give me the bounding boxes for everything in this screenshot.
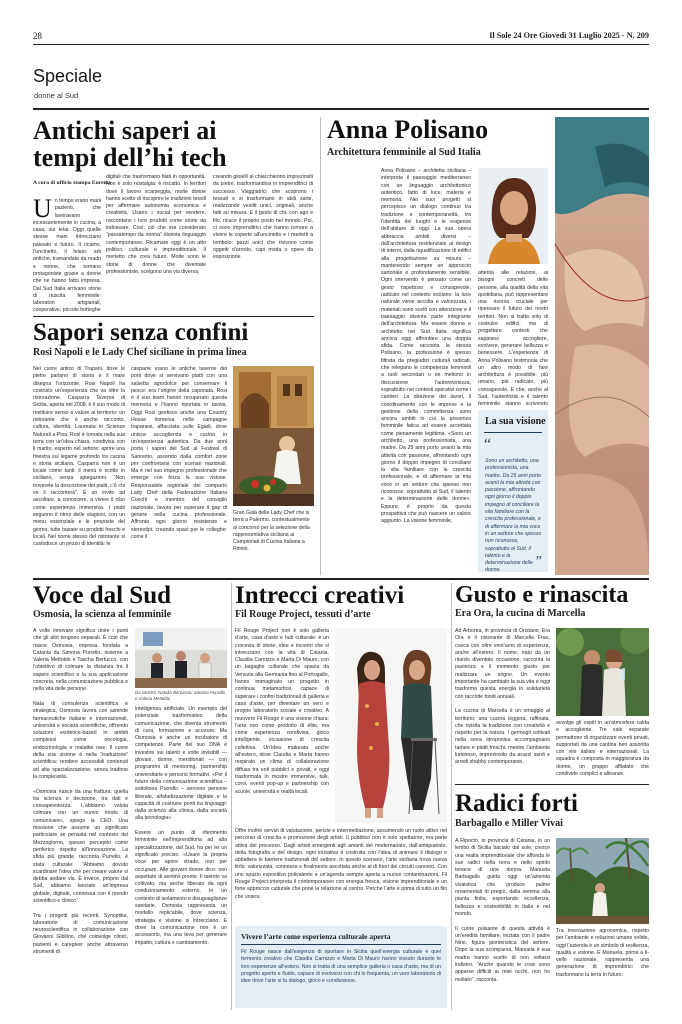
quote-close-mark: ” (535, 554, 542, 569)
photo-rosi-napoli (233, 366, 314, 506)
headline-sapori: Sapori senza confini (33, 319, 249, 346)
caption-voce: Da sinistra: Natalia Bertuccio, Simona Purrello e Valeria Mettoldo (135, 690, 226, 701)
masthead-rule (33, 44, 649, 45)
headline-intrecci: Intrecci creativi (235, 582, 405, 609)
antichi-col3: creando gioielli al chiacchierino impreziositi da pietre, trasformandosi in imprenditrici di successo. Viaggiatrici che scoprono i tessuti e si trasformano in abili sarte, realizzando vestiti unici, originali, anche fatti su misura. E il gesto di chi, con ago e filo, ricuce il proprio posto nel mondo. Poi, ci sono imprenditrici che hanno tornare a vivere le coperte all’uncinetto e i merletti a tombolo: pezzi unici che rivivono come oggetti d’arredo, capi moda o opere da esposizione. (213, 174, 313, 261)
dropcap: U (33, 198, 52, 223)
antichi-col1 (33, 198, 101, 315)
masthead: Il Sole 24 Ore Giovedì 31 Luglio 2025 - N. 209 (489, 31, 649, 40)
radici-col1: A Ripocto, in provincia di Catania, in un lembo di Sicilia baciato dal sole, cresce una realtà imprenditoriale che affonda le sue radici nella terra e nello spirito tenace di una donna. Manuela Barbagallo guida oggi un’azienda vivaistica che produce palme ornamentali di pregio, dalla semina alla pianta finita, esportando eccellenza, bellezza e sostenibilità in Italia e nel mondo. Il cuore pulsante di questa attività è un’eredità familiare, iniziata con il padre Nino, figura pionieristica del settore. Dopo la sua scomparsa, Manuela è sua madre hanno scelto di non voltarsi indietro. “Anche quando le cose sono apparse difficili ai miei occhi, non ho mollato”, racconta. (455, 838, 550, 983)
photo-anna-polisano (478, 168, 548, 264)
info-box-text: Fil Rouge nasce dall’esigenza di riportare in Sicilia quell’energia culturale e quel fermento creativo che Claudia Carnizzo e Marta Di Mauro hanno vissuto durante le loro esperienze all’estero. Non si tratta di una semplice galleria o casa d’aste, ma di un progetto aperto e fluido, capace di evolversi con chi lo frequenta, un vero laboratorio di idee dove l’arte si fa dialogo, gioco e condivisione. (241, 949, 441, 985)
info-box-rule (241, 944, 441, 945)
quote-rule (484, 432, 542, 433)
gusto-col1: Ad Arborea, in provincia di Oristano, Era Ora è il ristorante di Marcella Frau, cuoca con oltre vent’anni di esperienza, anche all’estero. Il nome, nato da un ritardo diventato occasione, racconta la pazienza e il momento giusto per realizzare un sogno. Un evento importante ha cambiato la sua vita e oggi trasforma questa energia in solidarietà con raccolte fondi annuali. La cucina di Marcella è un omaggio al territorio: una cucina leggera, raffinata, che rivisita la tradizione con creatività e rispetto per la natura. I germogli coltivati nella serra idroponica accompagnano tartare e piatti freschi, mentre l’ambiente luminoso, impreziosito da arazzi sardi e arredi shabby contemporanei, (455, 628, 550, 766)
caption-sapori: Gran Galà delle Lady Chef che si terrà a Palermo, contestualmente al concorso per la selezione della rappresentativa siciliana ai Campionati di Cucina Italiana a Rimini. (233, 510, 310, 553)
polisano-col2: attenta alle relazioni, ai bisogni concreti delle persone, alla qualità della vita quotidiana, può rappresentare una risorsa cruciale per ripensare il futuro dei nostri territori. Non si tratta solo di costruire edifici, ma di progettare contesti che sappiano accogliere, evolvere, generare bellezza e benessere. L’esperienza di Anna Polisano testimonia che un altro modo di fare architettura è possibile: più umano, più radicato, più consapevole. E che, anche al Sud, l’autenticità e il talento femminile stanno scrivendo (478, 270, 548, 406)
photo-fil-rouge-founders (335, 628, 447, 823)
intrecci-wide: Offre inoltre servizi di valutazione, perizie e intermediazione, assumendo un ruolo attivo nel percorso di crescita e promozione degli artisti. Il pubblico non è solo spettatore, ma parte attiva del processo. Dagli artisti emergenti agli amanti del modernariato, dall’antiquariato, della fotografia e del design, ogni iniziativa è costruita con l’idea di animare il dialogo e abbattere le barriere tradizionali del settore. In questo scenario, l’arte siciliana trova nuova linfa: valorizzata, connessa e finalmente ascoltata anche al di fuori dei circuiti canonici. Con uno spazio espositivo polivalente e un’agenda sempre aperta a nuove contaminazioni, Fil Rouge Project interpreta il contemporaneo con energia fresca, visione imprenditoriale e un forte approccio culturale che pone la relazione al centro. Perché l’arte è prima di tutto un filo che unisce. (235, 828, 447, 900)
divider-voce-intrecci (231, 583, 232, 1010)
intrecci-col1: Fil Rouge Project non è solo galleria d’arte, casa d’aste e hub culturale: è un crocevia di storie, idee e incontri che si intrecciano con la vita di Catania. Claudia Carnizzo e Marta Di Mauro, con un bagaglio culturale che spazia da Venezia alla Germania fino al Portogallo, hanno immaginato un progetto in continua metamorfosi, capace di superare i confini tradizionali di galleria e casa d’aste, per diventare un vero e proprio laboratorio sociale e creativo. A muovere Fil Rouge è una visione chiara: l’arte non come prodotto di élite, ma come esperienza condivisa, gioco intelligente, occasione di crescita collettiva. Un’idea maturata anche all’estero, dove Claudia e Marta hanno respirato un clima di collaborazione diffusa tra enti pubblici e privati, e oggi trasformata in mostre immersive, talk, corsi, eventi pop-up e partnership con scuole, università e realtà locali. (235, 628, 329, 795)
divider-antichi-polisano (320, 117, 321, 575)
section-rule (33, 108, 649, 110)
quote-title: La sua visione (485, 416, 546, 427)
headline-antichi-saperi (33, 117, 227, 171)
photo-marcella-frau (556, 628, 649, 716)
antichi-col2: digitali che trasformano filati in opportunità. Non è solo nostalgia: è riscatto. In territori dove il lavoro scarseggia, molte donne hanno scelto di riscoprire le tradizioni tessili per affermare autonomia economica e creatività. Usano i social per vendere, raccontano i loro prodotti come storie da indossare. Così, ciò che era considerato “passatempo da nonna” diventa linguaggio contemporaneo. Ricamare oggi è un atto politico, culturale e imprenditoriale. Il merletto che crea futuro. Molte sono le storie di donne che diventate professioniste, scelgono una via diversa, (106, 174, 206, 275)
headline-antichi-line2: tempi dell’hi tech (33, 143, 227, 172)
subhead-gusto: Era Ora, la cucina di Marcella (455, 608, 586, 619)
info-box-title: Vivere l’arte come esperienza culturale aperta (241, 932, 391, 941)
section-title: Speciale (33, 66, 103, 86)
subhead-sapori: Rosi Napoli e le Lady Chef siciliane in prima linea (33, 347, 247, 358)
byline-antichi: A cura di ufficio stampa Eurema (33, 180, 112, 186)
sapori-col1: Nel cuore antico di Trapani, dove le pietre parlano di storia e il mare disegna l’orizzonte, Rosi Napoli ha costruito un’esperienza che va oltre la ristorazione. Casparra Taverna di Sicilia, aperta nel 2008, è il suo modo di restituire senso e valore al territorio: un ristorante che è anche racconto, cultura, identità. Laureata in Scienze Naturali a Pisa, Rosi è tornata nella sua terra con un’idea chiara, condivisa con il marito, esperto nel settore: aprire una finestra sul legame profondo tra cucina e storia siciliana. Casparra non è un locale come tanti: il menù è scritto in siciliano, senza spiegazioni. “Non troverete la descrizione dei piatti, c’è chi ve li racconterà”. È un invito ad ascoltare, a conoscere, a vivere il cibo come esperienza immersiva. I piatti seguono il ritmo delle stagioni, con un menu essenziale e le proposte del giorno, tutte basate su prodotti freschi e locali. Nel nome stesso del ristorante si custodisce un pezzo di identità: le (33, 366, 125, 548)
gusto-col2: avvolge gli ospiti in un’atmosfera calda e accogliente. Tre sale separate permettono di organizzare eventi privati, supportati da una cantina ben assortita con vini italiani e internazionali. La squadra è composta in maggioranza da donne, un gruppo affiatato che condivide complici e alleanze. (556, 720, 649, 778)
divider-intrecci-gusto (451, 583, 452, 1010)
rule-radici-top (455, 784, 649, 785)
polisano-col1: Anna Polisano – architetta siciliana – interpreta il paesaggio mediterraneo con un linguaggio architettonico autentico, fatto di luce, materia e memoria. Nei suoi progetti si percepisce un dialogo continuo tra tradizione e contemporaneità, tra l’identità dei luoghi e le esigenze dell’abitare di oggi. La sua opera abbraccia ambiti diversi – dall’architettura residenziale al design di interni, dalla riqualificazione di edifici alla progettazione su misura – mantenendo sempre un approccio sartoriale e profondamente sensibile. Ogni intervento è pensato come un gesto rispettoso e consapevole, radicato nel contesto siciliano: la luce naturale viene accolta e valorizzata, i materiali sono scelti con attenzione e il paesaggio diventa parte integrante dell’architettura. Ma essere donna e architetto nel Sud Italia significa ancora oggi affrontare una doppia sfida. Come racconta la stessa Polisano, la professione è spesso filtrata da pregiudizi culturali radicati, che relegano le competenze femminili a ruoli secondari o ne mettono in discussione l’autorevolezza, soprattutto nei contesti operativi come i cantieri. La direzione dei lavori, il coordinamento con le imprese e la gestione della committenza sono ancora ambiti in cui la presenza femminile fatica ad essere accettata come pienamente legittima. «Sono un architetto, una professionista, una madre. Da 25 anni porto avanti la mia attività con passione, affrontando ogni giorno il doppio impegno di conciliare la vita familiare con la crescita professionale, e di affermare la mia voce in un settore che spesso non riconosce, soprattutto al Sud, il talento e la determinazione delle donne». Eppure, è proprio da questa prospettiva che può nascere un valore aggiunto. La visione femminile, (381, 168, 471, 525)
subhead-intrecci: Fil Rouge Project, tessuti d’arte (235, 609, 371, 620)
quote-text: Sono un architetto, una professionista, una madre. Da 25 anni porto avanti la mia attività con passione, affrontando ogni giorno il doppio impegno di conciliare la vita familiare con la crescita professionale, e di affermare la mia voce in un settore che spesso non riconosce, soprattutto al Sud, il talento e la determinazione delle donne. (485, 458, 542, 574)
photo-barbagallo-vivai (556, 838, 649, 924)
section-subtitle: donne al Sud (34, 91, 79, 100)
subhead-radici: Barbagallo e Miller Vivai (455, 818, 563, 829)
subhead-voce: Osmosia, la scienza al femminile (33, 609, 172, 620)
info-box-intrecci (235, 926, 447, 1008)
headline-gusto: Gusto e rinascita (455, 582, 629, 608)
sapori-col2: casparre erano le antiche taverne dei porti dove si servivano piatti con una salsetta agrodolce per conservare il pesce: era l’origine della caponata. Rosi è il suo team hanno recuperato questa memoria e l’hanno riportata in tavola. Oggi Rosi gestisce anche una Country House immersa nelle campagne trapanesi, affacciata sulle Egadi, dove unisce accoglienza e cucina in un’esperienza autentica. Da due anni porta i sapori del Sud al Festival di Sanremo, ascendo dalla comfort zone per confrontarsi con scenari nazionali. Ma è nel suo impegno professionale che emerge con forza la sua visione. Responsabile regionale del comparto Lady Chef della Federazione Italiana Cuochi e membro del consiglio nazionale, lavora per superare il gap di genere nella cucina professionale. Affronta ogni giorno resistenze e stereotipi, creando spazi per le colleghe: come il (131, 366, 227, 540)
voce-col2: intelligenza artificiale. Un esempio del potenziale trasformativo della comunicazione, che diventa strumento di cura, formazione e accesso. Ma Osmosia è anche un incubatore di competenze. Parte del suo DNA è investire sui talenti e volte invisibili — giovani, donne, meridionali — con programmi di mentoring, partnership universitarie e percorsi formativi. «Per il futuro della comunicazione scientifica – sottolinea Purrello – servono persone liberale, alfabetizzazione digitale e la capacità di costruire ponti tra linguaggi: dalla scienza alla clinica, dalla società alla tecnologia». Essere un punto di riferimento femminile nell’imprenditoria ad alta specializzazione, dal Sud, ha per lei un significato preciso: «Usare la propria voce per aprire strade, non per occupare. Alle giovani donne dico: non aspettate di sentirvi pronte. Il talento va coltivato, ma anche liberato da ogni condizionamento esterno. In un contesto di isolamento e disuguaglianze sanitarie, Osmosia rappresenta un modello replicabile, dove scienza, strategia e visione si intrecciano. E dove la comunicazione non è un accessorio, ma una leva per generare impatto, cultura e cambiamento. (135, 706, 227, 946)
rule-bottom-sections (33, 578, 649, 580)
rule-sapori-top (33, 316, 314, 317)
quote-open-mark: “ (484, 436, 492, 453)
antichi-col1-text: n tempo erano mani pazienti, che lavoravano incessantemente in cucina, a casa, sui telai. Oggi quelle stesse mani intrecciano passato e futuro. Il ricamo, l’uncinetto, il telaio: arti antiche, tramandate da madri e nonne, che tornano protagoniste grazie a donne che ne hanno fatto impresa. Dal Sud Italia arrivano storie di riuscita femminile: laboratori artigianali, cooperative, piccole botteghe (33, 198, 101, 314)
quote-box-polisano (478, 410, 548, 572)
headline-antichi-line1: Antichi saperi ai (33, 116, 217, 145)
radici-col2: Tra innovazione agronomica, rispetto per l’ambiente e relazioni umane solide, oggi l’azienda è un simbolo di resilienza, qualità e visione. E Manuela, prima a li-vello nazionale, rappresenta una generazione di imprenditrici che trasformano la terra in futuro. (556, 928, 649, 978)
photo-crafting-hands (555, 117, 649, 575)
photo-osmosia-team (135, 628, 227, 688)
subhead-polisano: Architettura femminile al Sud Italia (327, 147, 481, 158)
page-number: 28 (33, 31, 42, 41)
voce-col1: A volte innovare significa unire i punti che gli altri tengono separati. È così che nasce Osmosia, impresa fondata a Catania da Simona Purrello, insieme a Valeria Mettoldo e Tascha Bertucco, con l’obiettivo di colmare la distanza tra il sapere scientifico e la sua applicazione concreta, nella comunicazione pubblica e nella vita delle persone. Nata di consulenza scientifica e strategica, Osmosia lavora con aziende farmaceutiche italiane e internazionali, università e società scientifiche, offrendo soluzioni evidence-based in ambiti complessi come oncologia, endocrinologia e malattie rare. Il cuore della sua visione è nella “traduzione” scientifica: rendere accessibili contenuti ad alta specializzazione, senza tradirne la complessità. «Osmosia nasce da una frattura: quella tra scienza e decisione, tra dati e consapevolezza. L’abbiamo voluta colmare con un nuovo modo di comunicare», spiega la CEO. Una missione che assume un significato particolare se pensata nel contesto del Mezzogiorno, spesso percepito come periferico rispetto all’innovazione. La sfida più grande, racconta Purrello, è stata culturale: “Abbiamo dovuto scardinare l’idea che per creare valore si debba andare via. È invece, proprio dal Sud, abbiamo lanciato un’impresa globale, digitale, connessa con il mondo scientifico e clinico”. Tra i progetti più recenti, Synoptika, laboratorio di comunicazione neuroscientifica in collaborazione con Giovanni Gibilino, che coinvolge clinici, pazienti e caregiver anche attraverso strumenti di (33, 628, 128, 956)
headline-voce: Voce dal Sud (33, 582, 172, 609)
headline-radici: Radici forti (455, 790, 578, 817)
headline-polisano: Anna Polisano (327, 115, 489, 144)
